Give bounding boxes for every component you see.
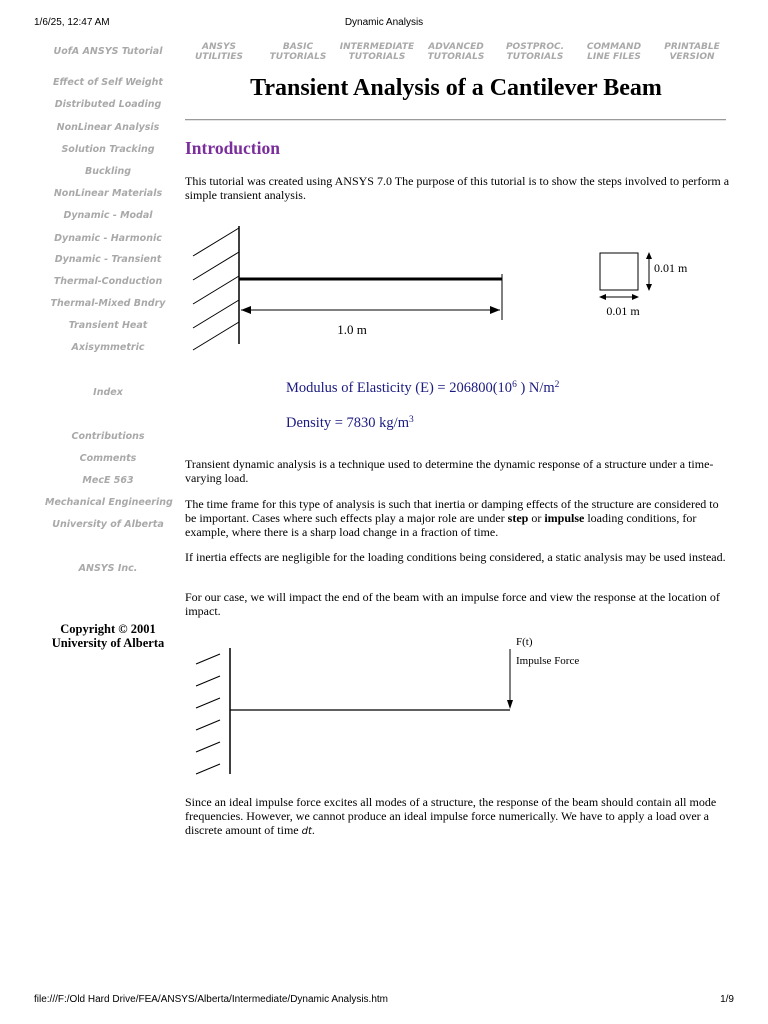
sidebar-link-nonlinear-materials[interactable]: NonLinear Materials — [53, 188, 163, 199]
density-label: Density = 7830 kg/m — [286, 415, 409, 431]
arrow-down-icon — [646, 284, 652, 291]
hatch-line — [196, 676, 220, 686]
sidebar-link-dynamic-transient[interactable]: Dynamic - Transient — [54, 254, 162, 265]
sidebar-link-nonlinear-analysis[interactable]: NonLinear Analysis — [56, 122, 160, 133]
print-file-path: file:///F:/Old Hard Drive/FEA/ANSYS/Alberta/Intermediate/Dynamic Analysis.htm — [34, 994, 389, 1005]
sidebar-link-dynamic-modal[interactable]: Dynamic - Modal — [63, 210, 153, 221]
density-line — [286, 415, 414, 431]
print-footer — [0, 994, 768, 1008]
sidebar-link-ansys-inc[interactable]: ANSYS Inc. — [78, 563, 138, 574]
top-nav — [182, 42, 732, 66]
sidebar-link-distributed-loading[interactable]: Distributed Loading — [54, 99, 162, 110]
sidebar-link-index[interactable]: Index — [93, 387, 123, 398]
sidebar-link-self-weight[interactable]: Effect of Self Weight — [53, 77, 163, 88]
density-exponent: 3 — [408, 415, 414, 425]
print-datetime: 1/6/25, 12:47 AM — [34, 17, 110, 28]
arrow-right-icon — [632, 294, 639, 300]
sidebar-link-uofa-tutorial[interactable]: UofA ANSYS Tutorial — [53, 46, 163, 57]
modulus-label: Modulus of Elasticity (E) = 206800(10 — [286, 380, 513, 396]
copyright-line-2: University of Alberta — [51, 636, 165, 650]
arrow-right-icon — [490, 306, 500, 314]
sidebar-link-comments[interactable]: Comments — [79, 453, 137, 464]
hatch-line — [196, 654, 220, 664]
impulse-diagram — [190, 632, 610, 782]
copyright-notice — [45, 622, 171, 650]
fixed-support-hatch — [193, 226, 239, 350]
topnav-postproc-tutorials[interactable]: POSTPROC. TUTORIALS — [505, 42, 565, 62]
arrow-up-icon — [646, 252, 652, 259]
keyword-impulse: impulse — [544, 511, 585, 525]
paragraph-inertia: If inertia effects are negligible for the loading conditions being considered, a static analysis may be used instead. — [185, 550, 726, 564]
print-header — [0, 17, 768, 31]
paragraph-impulse-note-start: Since an ideal impulse force excites all modes of a structure, the response of the beam should contain all mode frequencies. However, we cannot produce an ideal impulse force numerically. We have to apply a load over a discrete amount of time — [185, 795, 717, 837]
beam-diagram — [180, 222, 700, 352]
modulus-exponent: 6 — [512, 380, 517, 390]
paragraph-time-frame — [185, 497, 730, 539]
sidebar-link-mece563[interactable]: MecE 563 — [82, 475, 134, 486]
fixed-support-hatch — [196, 654, 220, 774]
topnav-printable-version[interactable]: PRINTABLE VERSION — [664, 42, 720, 62]
topnav-intermediate-tutorials[interactable]: INTERMEDIATE TUTORIALS — [339, 42, 415, 62]
paragraph-time-frame-or: or — [528, 511, 545, 525]
hatch-line — [193, 228, 239, 256]
section-heading-introduction: Introduction — [185, 138, 280, 158]
force-symbol: F(t) — [516, 636, 533, 648]
hatch-line — [193, 276, 239, 304]
material-properties — [280, 372, 620, 436]
sidebar-link-buckling[interactable]: Buckling — [84, 166, 132, 177]
sidebar-link-ualberta[interactable]: University of Alberta — [52, 519, 164, 530]
hatch-line — [196, 742, 220, 752]
height-label: 0.01 m — [654, 261, 688, 275]
topnav-ansys-utilities[interactable]: ANSYS UTILITIES — [195, 42, 243, 62]
paragraph-time-frame-end: loading conditions, for example, where there is a sharp load change in a fraction of time. — [185, 511, 697, 539]
paragraph-impulse-note — [185, 795, 730, 839]
dt-symbol: dt — [301, 826, 312, 837]
paragraph-impulse-note-end: . — [311, 823, 315, 837]
force-label: Impulse Force — [516, 655, 580, 667]
hatch-line — [196, 698, 220, 708]
cross-section-square — [600, 253, 638, 290]
intro-paragraph: This tutorial was created using ANSYS 7.0 The purpose of this tutorial is to show the steps involved to perform a simple transient analysis. — [185, 174, 730, 202]
sidebar-link-transient-heat[interactable]: Transient Heat — [68, 320, 148, 331]
width-label: 0.01 m — [606, 304, 640, 318]
hatch-line — [196, 720, 220, 730]
modulus-unit: ) N/m — [516, 380, 555, 396]
modulus-line — [286, 380, 560, 396]
keyword-step: step — [507, 511, 529, 525]
sidebar-link-axisymmetric[interactable]: Axisymmetric — [71, 342, 145, 353]
length-label: 1.0 m — [337, 322, 367, 337]
sidebar-link-thermal-mixed[interactable]: Thermal-Mixed Bndry — [50, 298, 166, 309]
hatch-line — [193, 252, 239, 280]
title-divider — [185, 119, 726, 121]
arrow-left-icon — [241, 306, 251, 314]
sidebar-link-mech-eng[interactable]: Mechanical Engineering — [45, 497, 173, 508]
copyright-line-1: Copyright © 2001 — [60, 622, 156, 636]
paragraph-transient-definition: Transient dynamic analysis is a technique used to determine the dynamic response of a structure under a time-varying load. — [185, 457, 714, 485]
print-title: Dynamic Analysis — [344, 17, 424, 28]
paragraph-time-frame-start: The time frame for this type of analysis is such that inertia or damping effects of the structure are considered to be important. Cases where such effects play a major role are under — [185, 497, 719, 525]
hatch-line — [193, 322, 239, 350]
sidebar-link-dynamic-harmonic[interactable]: Dynamic - Harmonic — [54, 233, 162, 244]
topnav-basic-tutorials[interactable]: BASIC TUTORIALS — [269, 42, 327, 62]
topnav-command-line-files[interactable]: COMMAND LINE FILES — [586, 42, 642, 62]
sidebar-link-thermal-conduction[interactable]: Thermal-Conduction — [53, 276, 163, 287]
paragraph-our-case: For our case, we will impact the end of the beam with an impulse force and view the response at the location of impact. — [185, 590, 720, 618]
hatch-line — [193, 300, 239, 328]
arrow-down-icon — [507, 700, 513, 709]
print-page-number: 1/9 — [720, 994, 734, 1005]
sidebar-link-contributions[interactable]: Contributions — [71, 431, 145, 442]
sidebar-link-solution-tracking[interactable]: Solution Tracking — [61, 144, 155, 155]
arrow-left-icon — [599, 294, 606, 300]
hatch-line — [196, 764, 220, 774]
topnav-advanced-tutorials[interactable]: ADVANCED TUTORIALS — [427, 42, 485, 62]
page-title: Transient Analysis of a Cantilever Beam — [250, 75, 662, 101]
modulus-unit-exponent: 2 — [554, 380, 560, 390]
